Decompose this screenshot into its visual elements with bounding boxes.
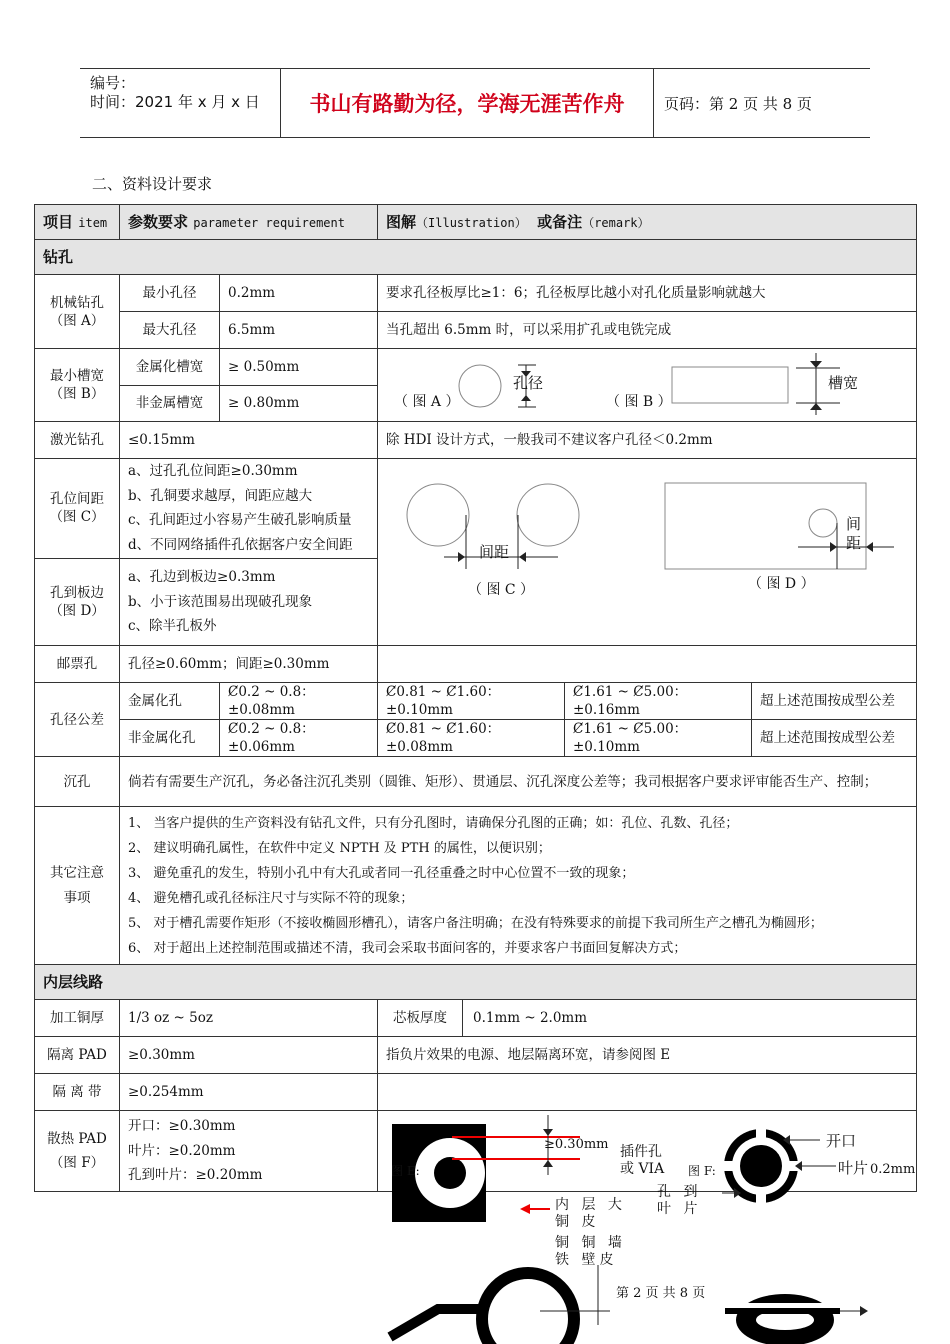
- pad-label: 隔离 PAD: [35, 1037, 120, 1074]
- tol-range-3: Ȼ1.61 ~ Ȼ5.00：±0.16mm: [565, 683, 752, 720]
- tol-range-3: Ȼ1.61 ~ Ȼ5.00：±0.10mm: [565, 720, 752, 757]
- list-item: c、除半孔板外: [128, 618, 217, 635]
- table-row: [35, 646, 917, 683]
- fig-f-label: 图 F:: [688, 1164, 716, 1178]
- tol-range-4: 超上述范围按成型公差: [752, 683, 917, 720]
- fig-c-caption: （ 图 C ）: [468, 582, 535, 598]
- fig-f-hole-to-blade: 孔 到 叶 片: [657, 1184, 702, 1217]
- col-param: 参数要求 parameter requirement: [120, 205, 378, 240]
- hole-circle: [459, 365, 501, 407]
- countersink-label: 沉孔: [35, 757, 120, 807]
- tol-range-2: Ȼ0.81 ~ Ȼ1.60：±0.08mm: [378, 720, 565, 757]
- band-note: [378, 1074, 917, 1111]
- fig-f-blade-val: 0.2mm: [870, 1162, 916, 1177]
- section-inner: 内层线路: [35, 965, 917, 1000]
- pad-value: ≥0.30mm: [120, 1037, 378, 1074]
- list-item: d、不同网络插件孔依据客户安全间距: [128, 536, 353, 553]
- countersink-text: 倘若有需要生产沉孔，务必备注沉孔类别（圆锥、矩形）、贯通层、沉孔深度公差等；我司根据客户要求评审能否生产、控制；: [120, 757, 917, 807]
- list-item: b、孔铜要求越厚，间距应越大: [128, 487, 313, 504]
- fig-b-text: 槽宽: [828, 374, 859, 392]
- list-item: 叶片：≥0.20mm: [128, 1142, 236, 1159]
- param-name: 金属化槽宽: [120, 349, 220, 386]
- fig-a-caption: （ 图 A ）: [394, 394, 460, 410]
- page-header: [80, 68, 870, 138]
- edge-label: 孔到板边 （图 D）: [35, 558, 120, 645]
- fig-c-text: 间距: [479, 543, 510, 561]
- param-value: 0.2mm: [220, 275, 378, 312]
- hole-circle: [407, 484, 469, 546]
- laser-value: ≤0.15mm: [120, 422, 378, 459]
- figure-cd-drawing: [378, 459, 915, 645]
- table-header-row: [35, 205, 917, 240]
- arrow-icon: [520, 1204, 530, 1214]
- figure-cd: [378, 459, 916, 645]
- band-label: 隔 离 带: [35, 1074, 120, 1111]
- fig-e-wall: 铜 铜 墙 铁 壁皮: [555, 1235, 626, 1268]
- param-value: 6.5mm: [220, 312, 378, 349]
- fig-b-caption: （ 图 B ）: [606, 394, 672, 410]
- trace-line: [390, 1309, 480, 1337]
- tol-range-4: 超上述范围按成型公差: [752, 720, 917, 757]
- list-item: 1、 当客户提供的生产资料没有钻孔文件，只有分孔图时，请确保分孔图的正确；如：孔位、孔数、孔径；: [128, 815, 739, 831]
- tol-range-2: Ȼ0.81 ~ Ȼ1.60：±0.10mm: [378, 683, 565, 720]
- list-item: c、孔间距过小容易产生破孔影响质量: [128, 512, 352, 529]
- thermal-label: 散热 PAD （图 F）: [35, 1111, 120, 1192]
- edge-lines: [120, 558, 378, 645]
- table-row: [35, 720, 917, 757]
- section-row: [35, 965, 917, 1000]
- tolerance-label: 孔径公差: [35, 683, 120, 757]
- doc-number: 编号：: [90, 74, 136, 92]
- header-page: 页码：第 2 页 共 8 页: [664, 94, 812, 113]
- list-item: 6、 对于超出上述控制范围或描述不清，我司会采取书面问客的，并要求客户书面回复解决方式；: [128, 940, 687, 956]
- fig-d-text: 间距: [846, 515, 862, 552]
- table-row: [35, 1074, 917, 1111]
- fig-e-inner-copper: 内 层 大 铜 皮: [555, 1197, 626, 1230]
- table-row: [35, 275, 917, 312]
- table-row: [35, 422, 917, 459]
- list-item: a、孔边到板边≥0.3mm: [128, 569, 276, 586]
- table-row: [35, 459, 917, 559]
- thermal-lines: [120, 1111, 378, 1192]
- header-motto: 书山有路勤为径，学海无涯苦作舟: [281, 69, 654, 137]
- list-item: 3、 避免重孔的发生，特别小孔中有大孔或者同一孔径重叠之时中心位置不一致的现象；: [128, 865, 635, 881]
- core-cell: [378, 1000, 917, 1037]
- copper-label: 加工铜厚: [35, 1000, 120, 1037]
- param-value: ≥ 0.50mm: [220, 349, 378, 386]
- param-note: 要求孔径板厚比≥1：6；孔径板厚比越小对孔化质量影响就越大: [378, 275, 917, 312]
- via-ring: [482, 1273, 574, 1344]
- stamp-value: 孔径≥0.60mm；间距≥0.30mm: [120, 646, 378, 683]
- copper-value: 1/3 oz ~ 5oz: [120, 1000, 378, 1037]
- table-row: [35, 683, 917, 720]
- table-row: [35, 1000, 917, 1037]
- doc-time: 时间：2021 年 x 月 x 日: [90, 93, 260, 111]
- band-value: ≥0.254mm: [120, 1074, 378, 1111]
- list-item: 孔到叶片：≥0.20mm: [128, 1167, 263, 1184]
- fig-d-caption: （ 图 D ）: [748, 576, 815, 592]
- header-meta: [80, 69, 281, 137]
- page-footer: 第 2 页 共 8 页: [616, 1286, 706, 1301]
- figure-ab: [378, 349, 916, 421]
- fig-f-open: 开口: [826, 1132, 857, 1150]
- list-item: 2、 建议明确孔属性，在软件中定义 NPTH 及 PTH 的属性，以便识别；: [128, 840, 551, 856]
- param-value: ≥ 0.80mm: [220, 385, 378, 422]
- param-name: 最大孔径: [120, 312, 220, 349]
- param-name: 最小孔径: [120, 275, 220, 312]
- slot-rect: [672, 367, 788, 403]
- hole-circle: [517, 484, 579, 546]
- spacing-lines: [120, 459, 378, 559]
- via-pad: [434, 1157, 466, 1189]
- spacing-label: 孔位间距 （图 C）: [35, 459, 120, 559]
- table-row: [35, 349, 917, 386]
- param-name: 非金属槽宽: [120, 385, 220, 422]
- table-row: [35, 1037, 917, 1074]
- tol-type: 非金属化孔: [120, 720, 220, 757]
- table-row: [35, 807, 917, 965]
- pad-note: 指负片效果的电源、地层隔离环宽，请参阅图 E: [378, 1037, 917, 1074]
- board-rect: [665, 483, 866, 569]
- section-row: [35, 240, 917, 275]
- list-item: 5、 对于槽孔需要作矩形（不接收椭圆形槽孔），请客户备注明确；在没有特殊要求的前提下我司所生产之槽孔为椭圆形；: [128, 915, 823, 931]
- section-title: 二、资料设计要求: [92, 175, 213, 193]
- core-label: 芯板厚度: [378, 1000, 463, 1036]
- stamp-label: 邮票孔: [35, 646, 120, 683]
- fig-e-label: 图 E:: [391, 1164, 420, 1178]
- hole-circle: [809, 509, 837, 537]
- fig-f-blade: 叶片: [838, 1159, 869, 1177]
- fig-cd-cell: [378, 459, 917, 646]
- list-item: 开口：≥0.30mm: [128, 1118, 236, 1135]
- tol-range-1: Ȼ0.2 ~ 0.8：±0.06mm: [220, 720, 378, 757]
- fig-e-dimension: ≥0.30mm: [544, 1137, 609, 1152]
- mech-drill-label: 机械钻孔 （图 A）: [35, 275, 120, 349]
- core-value: 0.1mm ~ 2.0mm: [473, 1010, 588, 1026]
- table-row: [35, 312, 917, 349]
- other-notes: [120, 807, 917, 965]
- table-row: [35, 757, 917, 807]
- fig-ab-cell: [378, 349, 917, 422]
- list-item: b、小于该范围易出现破孔现象: [128, 593, 313, 610]
- laser-label: 激光钻孔: [35, 422, 120, 459]
- col-item: 项目 item: [35, 205, 120, 240]
- laser-note: 除 HDI 设计方式，一般我司不建议客户孔径＜0.2mm: [378, 422, 917, 459]
- tol-type: 金属化孔: [120, 683, 220, 720]
- other-label: 其它注意 事项: [35, 807, 120, 965]
- list-item: 4、 避免槽孔或孔径标注尺寸与实际不符的现象；: [128, 890, 414, 906]
- col-illus: 图解（Illustration） 或备注（remark）: [378, 205, 917, 240]
- list-item: a、过孔孔位间距≥0.30mm: [128, 463, 298, 480]
- param-note: 当孔超出 6.5mm 时，可以采用扩孔或电铣完成: [378, 312, 917, 349]
- section-drilling: 钻孔: [35, 240, 917, 275]
- tol-range-1: Ȼ0.2 ~ 0.8：±0.08mm: [220, 683, 378, 720]
- slot-label: 最小槽宽 （图 B）: [35, 349, 120, 422]
- requirements-table: [34, 204, 917, 1192]
- fig-e-via-label: 插件孔 或 VIA: [620, 1144, 665, 1177]
- fig-a-text: 孔径: [513, 374, 544, 392]
- stamp-note: [378, 646, 917, 683]
